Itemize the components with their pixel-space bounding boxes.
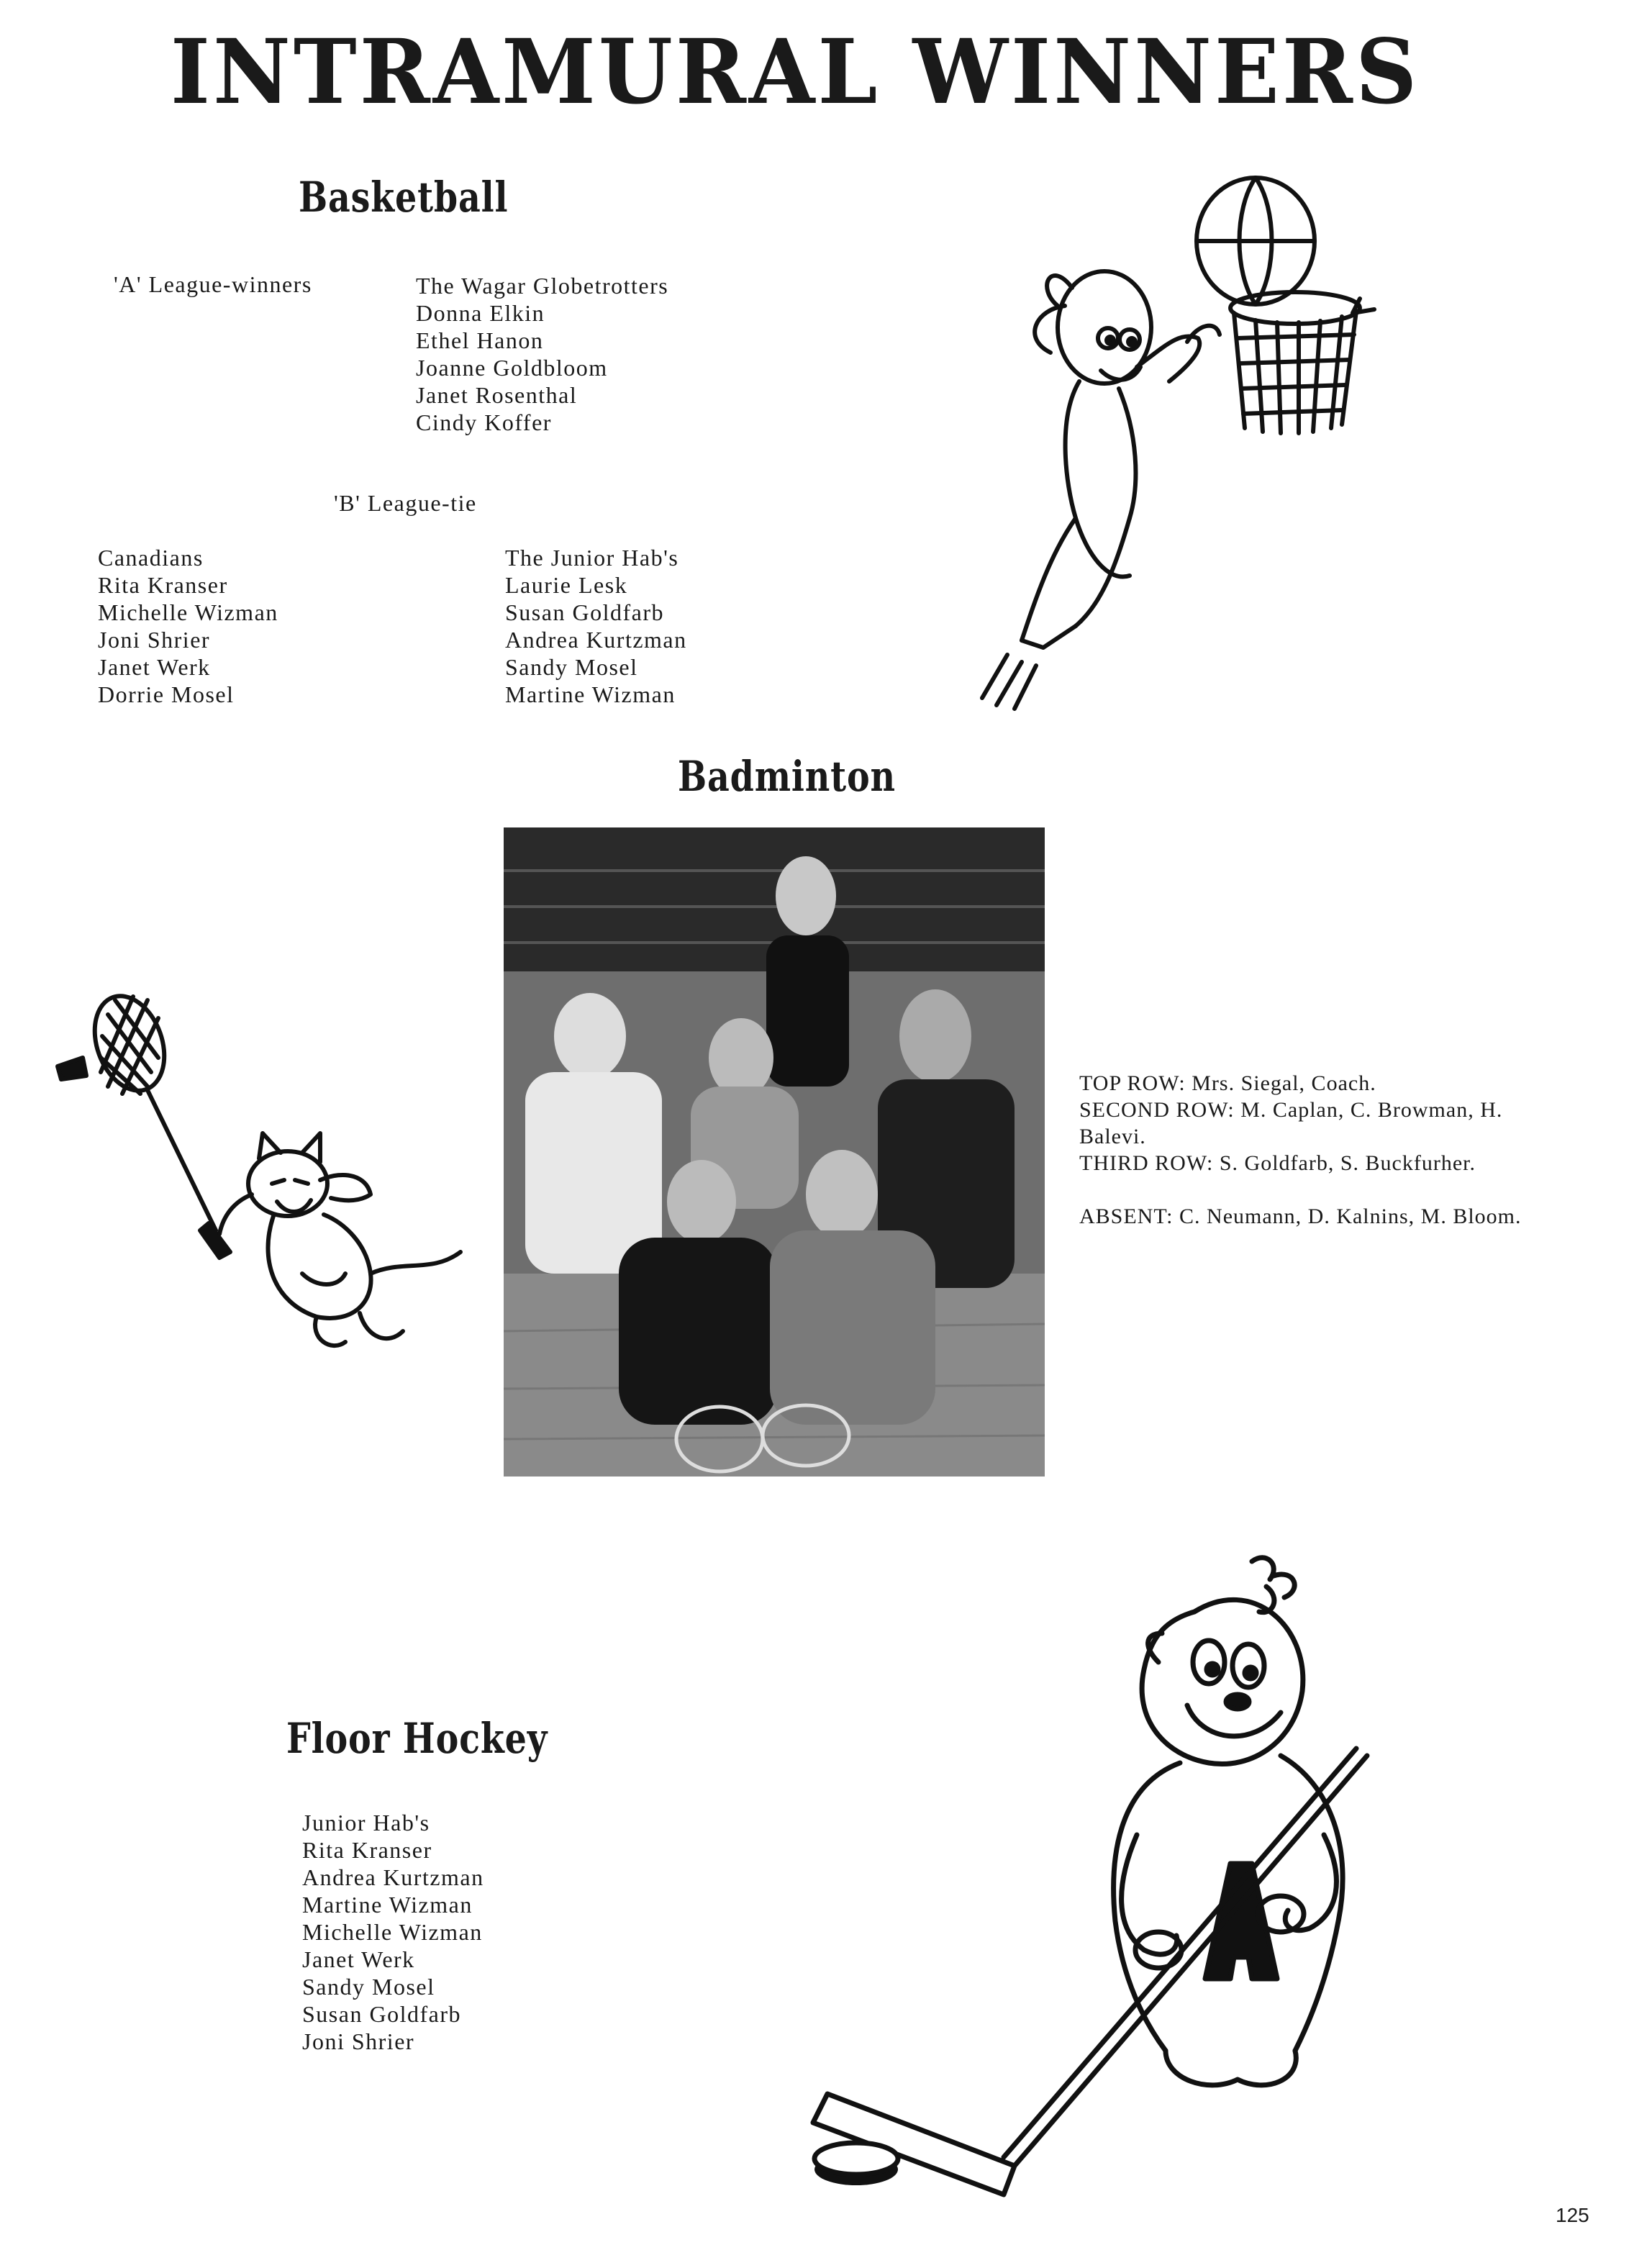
list-item: Michelle Wizman [302, 1919, 483, 1945]
list-item: Janet Werk [302, 1946, 415, 1972]
list-item: Ethel Hanon [416, 327, 544, 353]
list-item: Andrea Kurtzman [505, 627, 687, 653]
b-league-team2-name: The Junior Hab's [505, 545, 679, 571]
list-item: Janet Rosenthal [416, 382, 578, 408]
list-item: Laurie Lesk [505, 572, 628, 598]
list-item: Martine Wizman [505, 681, 676, 707]
list-item: Joni Shrier [302, 2028, 415, 2054]
a-league-team-name: The Wagar Globetrotters [416, 273, 669, 299]
badminton-heading: Badminton [678, 752, 896, 801]
caption-absent: ABSENT: C. Neumann, D. Kalnins, M. Bloom. [1079, 1205, 1522, 1228]
list-item: Janet Werk [98, 654, 211, 680]
floor-hockey-bear-illustration [806, 1547, 1381, 2195]
list-item: Michelle Wizman [98, 599, 278, 625]
floor-hockey-heading: Floor Hockey [286, 1714, 548, 1763]
shuttlecock-icon [58, 1058, 86, 1079]
a-league-label [114, 271, 312, 298]
b-league-team2-list [505, 544, 687, 708]
badminton-photo-caption [1079, 1070, 1522, 1230]
list-item: Sandy Mosel [302, 1974, 435, 2000]
badminton-cat-illustration [43, 986, 475, 1367]
list-item: Cindy Koffer [416, 409, 552, 435]
list-item: Dorrie Mosel [98, 681, 235, 707]
list-item: Martine Wizman [302, 1892, 473, 1918]
caption-second-row-cont: Balevi. [1079, 1125, 1146, 1148]
a-league-team-list [416, 272, 668, 436]
a-league-label-text: 'A' League-winners [114, 271, 312, 297]
badminton-team-photo [504, 827, 1045, 1477]
page-title: INTRAMURAL WINNERS [170, 19, 1420, 124]
basketball-chipmunk-illustration [950, 180, 1381, 712]
list-item: Donna Elkin [416, 300, 545, 326]
b-league-team1-name: Canadians [98, 545, 204, 571]
b-league-label: 'B' League-tie [334, 490, 477, 516]
basketball-heading: Basketball [299, 173, 509, 222]
caption-third-row: THIRD ROW: S. Goldfarb, S. Buckfurher. [1079, 1151, 1476, 1175]
page-number: 125 [1556, 2204, 1589, 2226]
list-item: Joanne Goldbloom [416, 355, 608, 381]
list-item: Sandy Mosel [505, 654, 638, 680]
list-item: Andrea Kurtzman [302, 1864, 484, 1890]
floor-hockey-team-list [302, 1809, 484, 2055]
list-item: Rita Kranser [98, 572, 228, 598]
caption-top-row: TOP ROW: Mrs. Siegal, Coach. [1079, 1071, 1376, 1095]
list-item: Joni Shrier [98, 627, 211, 653]
floor-hockey-team-name: Junior Hab's [302, 1810, 430, 1836]
list-item: Susan Goldfarb [505, 599, 664, 625]
b-league-team1-list [98, 544, 278, 708]
hockey-puck-icon [814, 2143, 898, 2185]
list-item: Susan Goldfarb [302, 2001, 461, 2027]
caption-second-row: SECOND ROW: M. Caplan, C. Browman, H. [1079, 1098, 1503, 1122]
list-item: Rita Kranser [302, 1837, 432, 1863]
